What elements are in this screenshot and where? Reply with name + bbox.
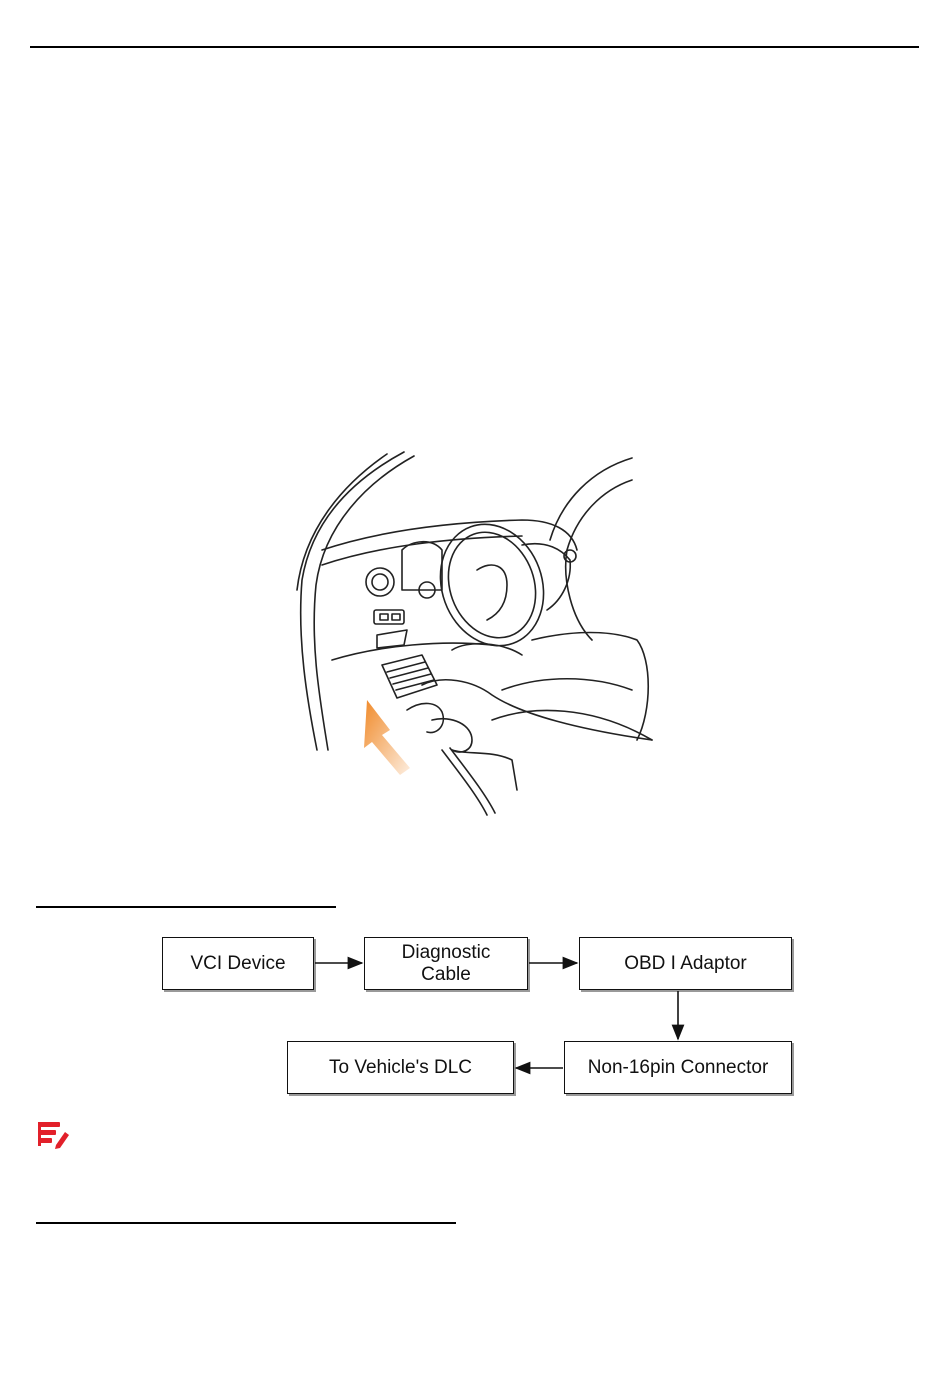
car-dashboard-obd-illustration [292,450,658,818]
flow-label-cable: Cable [421,963,471,985]
flow-label-obd-adaptor: OBD I Adaptor [624,952,747,974]
section-rule-obd1 [36,906,336,908]
flow-label-vci-device: VCI Device [190,952,286,974]
flow-label-non16pin-connector: Non-16pin Connector [587,1056,769,1078]
flow-box-vci-device [162,937,314,990]
flow-box-non16pin-connector [564,1041,792,1094]
flow-label-vehicle-dlc: To Vehicle's DLC [328,1056,473,1078]
flow-box-vehicle-dlc [287,1041,514,1094]
flow-label-diagnostic: Diagnostic [401,941,491,963]
section-rule-lower [36,1222,456,1224]
note-pencil-icon [36,1119,70,1151]
flow-box-diagnostic-cable [364,937,528,990]
flow-box-obd-adaptor [579,937,792,990]
header-rule [30,46,919,48]
